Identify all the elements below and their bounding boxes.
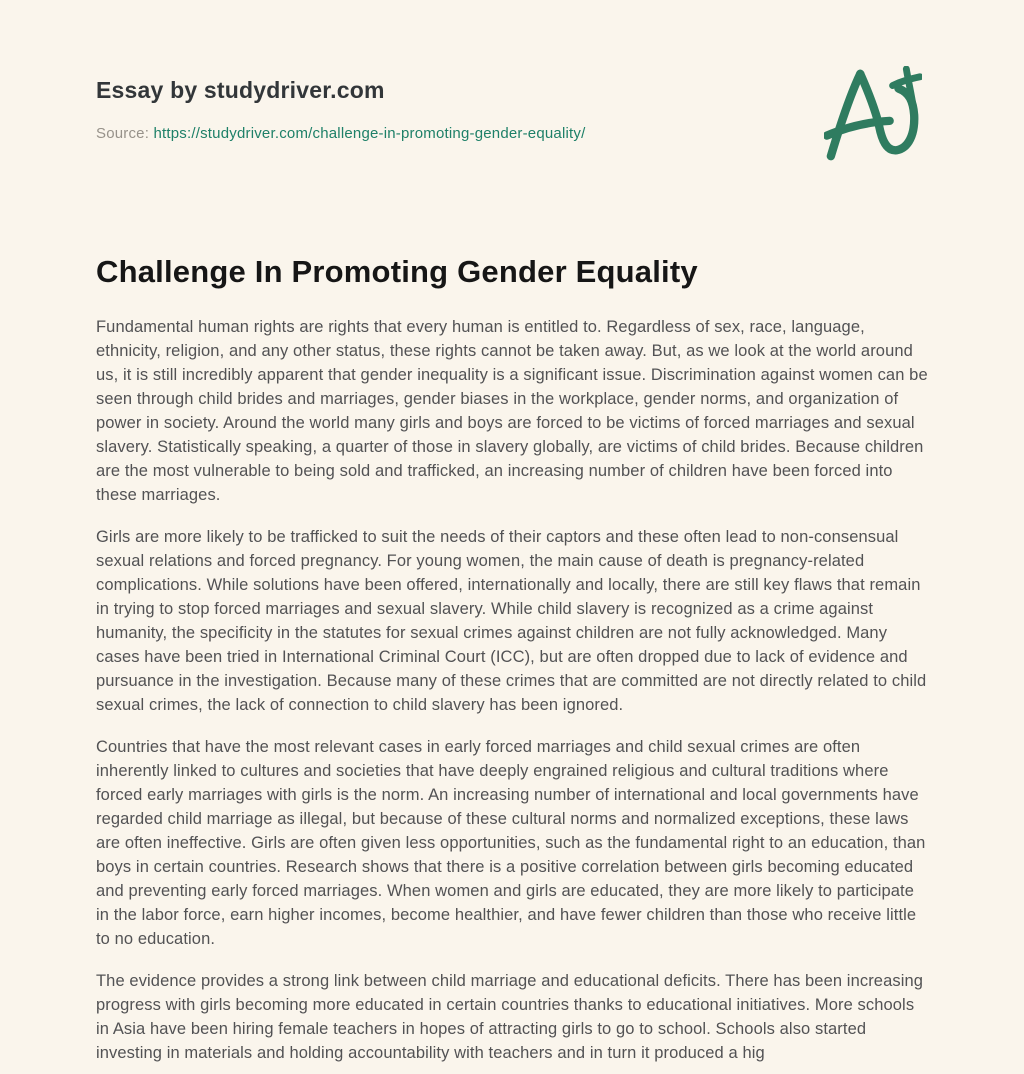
essay-paragraph: The evidence provides a strong link between child marriage and educational deficits. There has been increasing progress with girls becoming more educated in certain countries thanks to educational initiatives. More schools in Asia have been hiring female teachers in hopes of attracting girls to go to school. Schools also started investing in materials and holding accountability with teachers and in turn it produced a hig — [96, 972, 924, 1062]
source-line — [96, 125, 930, 142]
essay-paragraph: Girls are more likely to be trafficked to suit the needs of their captors and these often lead to non-consensual sexual relations and forced pregnancy. For young women, the main cause of death is pregnancy-related complications. While solutions have been offered, internationally and locally, there are still key flaws that remain in trying to stop forced marriages and sexual slavery. While child slavery is recognized as a crime against humanity, the specificity in the statutes for sexual crimes against children are not fully acknowledged. Many cases have been tried in International Criminal Court (ICC), but are often dropped due to lack of evidence and pursuance in the investigation. Because many of these crimes that are committed are not directly related to child sexual crimes, the lack of connection to child slavery has been ignored. — [96, 528, 927, 714]
essay-paragraph: Fundamental human rights are rights that every human is entitled to. Regardless of sex, race, language, ethnicity, religion, and any other status, these rights cannot be taken away. But, as we look at the world around us, it is still incredibly apparent that gender inequality is a significant issue. Discrimination against women can be seen through child brides and marriages, gender biases in the workplace, gender norms, and organization of power in society. Around the world many girls and boys are forced to be victims of forced marriages and sexual slavery. Statistically speaking, a quarter of those in slavery globally, are victims of child brides. Because children are the most vulnerable to being sold and trafficked, an increasing number of children have been forced into these marriages. — [96, 318, 928, 504]
essay-title: Challenge In Promoting Gender Equality — [96, 254, 698, 289]
essay-by-heading: Essay by studydriver.com — [96, 77, 385, 103]
essay-paragraph: Countries that have the most relevant cases in early forced marriages and child sexual crimes are often inherently linked to cultures and societies that have deeply engrained religious and cultural traditions where forced early marriages with girls is the norm. An increasing number of international and local governments have regarded child marriage as illegal, but because of these cultural norms and normalized exceptions, these laws are often ineffective. Girls are often given less opportunities, such as the fundamental right to an education, than boys in certain countries. Research shows that there is a positive correlation between girls becoming educated and preventing early forced marriages. When women and girls are educated, they are more likely to participate in the labor force, earn higher incomes, become healthier, and have fewer children than those who receive little to no education. — [96, 738, 926, 948]
essay-body — [96, 315, 930, 1065]
studydriver-a-plus-logo-icon — [824, 66, 922, 164]
source-link[interactable]: https://studydriver.com/challenge-in-promoting-gender-equality/ — [153, 125, 586, 142]
source-label: Source: — [96, 125, 150, 142]
